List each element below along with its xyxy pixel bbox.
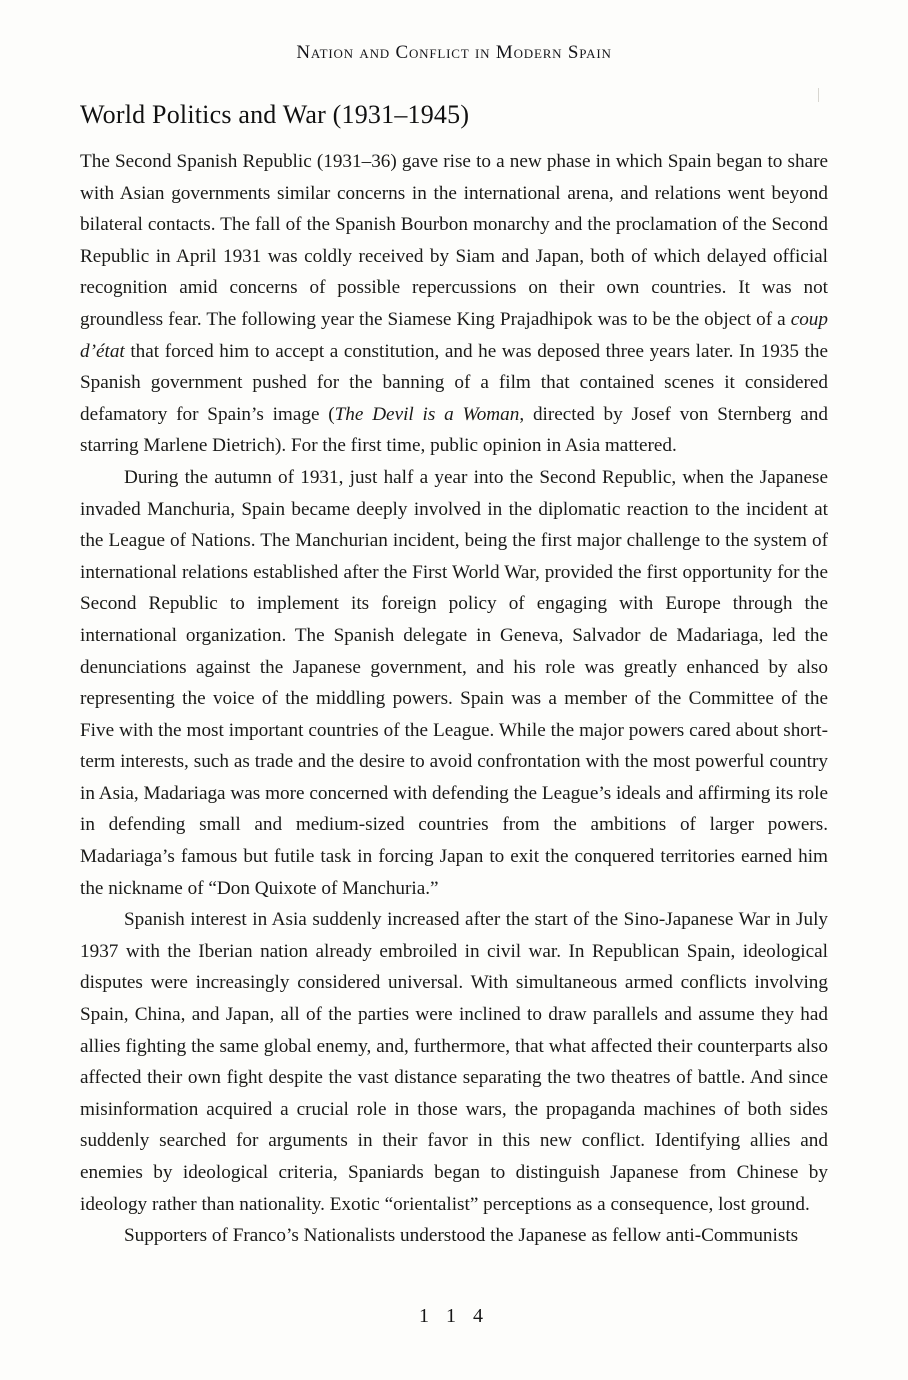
body-text	[80, 146, 828, 1252]
italic-run: coup d’état	[80, 308, 828, 362]
text-run: The Second Spanish Republic (1931–36) gave rise to a new phase in which Spain began to share with Asian governments similar concerns in the international arena, and relations went beyond bilateral contacts. The fall of the Spanish Bourbon monarchy and the proclamation of the Second Republic in April 1931 was coldly received by Siam and Japan, both of which delayed official recognition amid concerns of possible repercussions on their own countries. It was not groundless fear. The following year the Siamese King Prajadhipok was to be the object of a	[80, 151, 828, 330]
section-title: World Politics and War (1931–1945)	[80, 100, 470, 129]
text-run: Spanish interest in Asia suddenly increased after the start of the Sino-Japanese War in July 1937 with the Iberian nation already embroiled in civil war. In Republican Spain, ideological disputes were increasingly considered universal. With simultaneous armed conflicts involving Spain, China, and Japan, all of the parties were inclined to draw parallels and assume they had allies fighting the same global enemy, and, furthermore, that what affected their counterparts also affected their own fight despite the vast distance separating the two theatres of battle. And since misinformation acquired a crucial role in those wars, the propaganda machines of both sides suddenly searched for arguments in their favor in this new conflict. Identifying allies and enemies by ideological criteria, Spaniards began to distinguish Japanese from Chinese by ideology rather than nationality. Exotic “orientalist” perceptions as a consequence, lost ground.	[80, 909, 828, 1215]
running-head: Nation and Conflict in Modern Spain	[296, 42, 612, 63]
page-number: 1 1 4	[419, 1305, 489, 1327]
text-run: During the autumn of 1931, just half a year into the Second Republic, when the Japanese invaded Manchuria, Spain became deeply involved in the diplomatic reaction to the incident at the League of Nations. The Manchurian incident, being the first major challenge to the system of international relations established after the First World War, provided the first opportunity for the Second Republic to implement its foreign policy of engaging with Europe through the international organization. The Spanish delegate in Geneva, Salvador de Madariaga, led the denunciations against the Japanese government, and his role was greatly enhanced by also representing the voice of the middling powers. Spain was a member of the Committee of the Five with the most important countries of the League. While the major powers cared about short-term interests, such as trade and the desire to avoid confrontation with the most powerful country in Asia, Madariaga was more concerned with defending the League’s ideals and affirming its role in defending small and medium-sized countries from the ambitions of larger powers. Madariaga’s famous but futile task in forcing Japan to exit the conquered territories earned him the nickname of “Don Quixote of Manchuria.”	[80, 466, 828, 899]
text-run: that forced him to accept a constitution, and he was deposed three years later. In 1935 the Spanish government pushed for the banning of a film that contained scenes it considered defamatory for Spain’s image (	[80, 340, 828, 425]
italic-run: The Devil is a Woman	[334, 403, 520, 425]
text-run: Supporters of Franco’s Nationalists understood the Japanese as fellow anti-Communists	[124, 1225, 799, 1247]
text-run: , directed by Josef von Sternberg and starring Marlene Dietrich). For the first time, public opinion in Asia mattered.	[80, 403, 828, 457]
para-4	[80, 1220, 828, 1252]
page-content	[80, 100, 828, 1252]
para-3	[80, 904, 828, 1220]
para-1	[80, 146, 828, 462]
para-2	[80, 462, 828, 904]
